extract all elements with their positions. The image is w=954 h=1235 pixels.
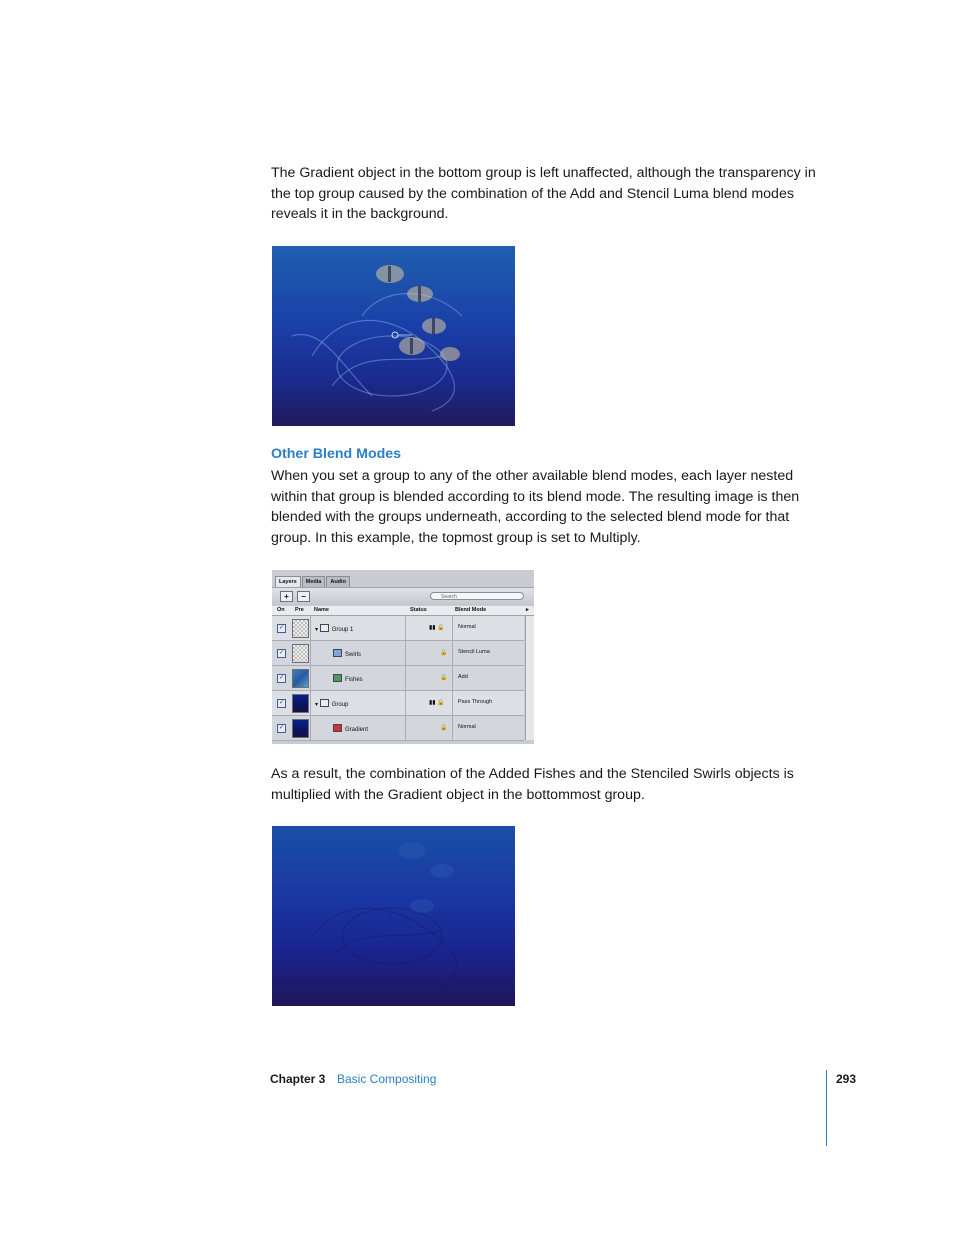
- tab-audio[interactable]: Audio: [326, 576, 350, 587]
- layer-thumbnail: [292, 694, 309, 713]
- page-number: 293: [836, 1072, 857, 1086]
- paragraph-intro: The Gradient object in the bottom group is left unaffected, although the transparency in the top group caused by the combination of the Add and Stencil Luma blend modes reveals it in the background.: [271, 165, 816, 222]
- lock-icon[interactable]: ▮▮ 🔒: [429, 700, 445, 706]
- lock-icon[interactable]: 🔒: [440, 650, 448, 656]
- layer-name: Fishes: [333, 674, 363, 684]
- section-heading: Other Blend Modes: [271, 446, 402, 462]
- blend-mode-value[interactable]: Normal: [458, 624, 476, 630]
- footer-chapter: Chapter 3: [270, 1072, 326, 1086]
- enable-checkbox[interactable]: ✓: [278, 675, 285, 681]
- tab-layers[interactable]: Layers: [275, 576, 301, 587]
- panel-scrollbar[interactable]: [525, 616, 534, 740]
- gradient-layer-icon: [333, 724, 342, 732]
- column-header: [272, 606, 534, 616]
- image-layer-icon: [333, 674, 342, 682]
- layer-thumbnail: [292, 719, 309, 738]
- enable-checkbox[interactable]: ✓: [278, 700, 285, 706]
- add-layer-button[interactable]: +: [280, 591, 293, 602]
- layer-list: [272, 616, 524, 741]
- image-layer-icon: [333, 649, 342, 657]
- layers-panel: [272, 570, 534, 744]
- column-blend-mode[interactable]: Blend Mode: [455, 607, 487, 613]
- column-on[interactable]: On: [277, 607, 285, 613]
- tab-media[interactable]: Media: [302, 576, 326, 587]
- remove-layer-button[interactable]: −: [297, 591, 310, 602]
- group-icon: [320, 699, 329, 707]
- blend-mode-value[interactable]: Pass Through: [458, 699, 493, 705]
- disclosure-triangle-icon[interactable]: ▾: [315, 702, 319, 708]
- layer-name: ▾ Group: [315, 699, 348, 709]
- footer-chapter-title[interactable]: Basic Compositing: [337, 1072, 437, 1086]
- enable-checkbox[interactable]: ✓: [278, 725, 285, 731]
- composite-image-multiplied: [272, 826, 515, 1006]
- footer-divider: [826, 1070, 827, 1146]
- paragraph-result: As a result, the combination of the Added Fishes and the Stenciled Swirls objects is multiplied with the Gradient object in the bottommost group.: [271, 766, 794, 803]
- group-icon: [320, 624, 329, 632]
- layer-name: Swirls: [333, 649, 361, 659]
- layer-row-fishes[interactable]: [272, 666, 524, 691]
- panel-toolbar: [272, 587, 534, 605]
- paragraph-other-blend-modes: When you set a group to any of the other available blend modes, each layer nested within that group is blended according to its blend mode. The resulting image is then blended with the groups underneath, according to the selected blend mode for that group. In this example, the topmost group is set to Multiply.: [271, 468, 800, 546]
- lock-icon[interactable]: 🔒: [440, 725, 448, 731]
- disclosure-triangle-icon[interactable]: ▾: [315, 627, 319, 633]
- layer-row-group[interactable]: [272, 691, 524, 716]
- layer-thumbnail: [292, 644, 309, 663]
- enable-checkbox[interactable]: ✓: [278, 650, 285, 656]
- panel-tabs: [275, 576, 351, 586]
- column-pre[interactable]: Pre: [295, 607, 304, 613]
- layer-row-group-1[interactable]: [272, 616, 524, 641]
- blend-mode-value[interactable]: Normal: [458, 724, 476, 730]
- lock-icon[interactable]: ▮▮ 🔒: [429, 625, 445, 631]
- lock-icon[interactable]: 🔒: [440, 675, 448, 681]
- layer-name: Gradient: [333, 724, 368, 734]
- blend-mode-value[interactable]: Add: [458, 674, 468, 680]
- column-overflow-arrow-icon[interactable]: ▸: [526, 607, 529, 613]
- enable-checkbox[interactable]: ✓: [278, 625, 285, 631]
- composite-image-fishes-swirls: [272, 246, 515, 426]
- layer-row-gradient[interactable]: [272, 716, 524, 741]
- column-status[interactable]: Status: [410, 607, 427, 613]
- layer-row-swirls[interactable]: [272, 641, 524, 666]
- blend-mode-value[interactable]: Stencil Luma: [458, 649, 490, 655]
- column-name[interactable]: Name: [314, 607, 329, 613]
- layer-thumbnail: [292, 619, 309, 638]
- search-input[interactable]: Search: [430, 592, 524, 600]
- layer-name: ▾ Group 1: [315, 624, 353, 634]
- layer-thumbnail: [292, 669, 309, 688]
